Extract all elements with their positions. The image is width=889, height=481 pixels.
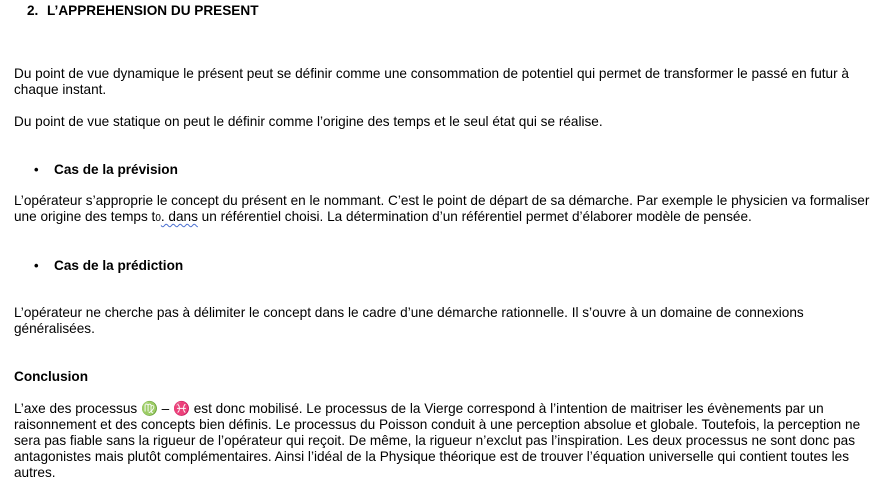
section-title: L’APPREHENSION DU PRESENT: [47, 3, 259, 18]
subscript-zero: 0: [155, 213, 161, 224]
paragraph-prediction: L’opérateur ne cherche pas à délimiter le concept dans le cadre d’une démarche rationnelle. Il s’ouvre à un domaine de connexions généralisées.: [14, 305, 804, 336]
pisces-symbol-icon: ♓: [173, 401, 190, 416]
bullet-prediction-title: Cas de la prédiction: [54, 258, 184, 273]
section-heading: [27, 3, 259, 19]
grammar-flagged-text: . dans: [160, 209, 198, 224]
paragraph-dynamic-view: Du point de vue dynamique le présent peut se définir comme une consommation de potentiel qui permet de transformer le passé en futur à chaque instant.: [14, 66, 849, 97]
conclusion-heading: Conclusion: [14, 369, 89, 384]
bullet-prevision: [34, 162, 178, 178]
bullet-dot: •: [34, 162, 39, 177]
bullet-prevision-title: Cas de la prévision: [54, 162, 178, 177]
bullet-prediction: [34, 258, 183, 274]
paragraph-static-view: Du point de vue statique on peut le définir comme l’origine des temps et le seul état qui se réalise.: [14, 114, 603, 129]
paragraph-prevision: L’opérateur s’approprie le concept du présent en le nommant. C’est le point de départ de sa démarche. Par exemple le physicien va formaliser une origine des temps t0. dans un référentiel choisi. La détermination d’un référentiel permet d’élaborer modèle de pensée.: [14, 193, 870, 224]
section-number: 2.: [27, 3, 39, 18]
paragraph-conclusion: L’axe des processus ♍ – ♓ est donc mobilisé. Le processus de la Vierge correspond à l’intention de maitriser les évènements par un raisonnement et des concepts bien définis. Le processus du Poisson conduit à une perception absolue et globale. Toutefois, la perception ne sera pas fiable sans la rigueur de l’opérateur qui reçoit. De même, la rigueur n’exclut pas l’inspiration. Les deux processus ne sont donc pas antagonistes mais plutôt complémentaires. Ainsi l’idéal de la Physique théorique est de trouver l’équation universelle qui contient toutes les autres.: [14, 401, 861, 480]
virgo-symbol-icon: ♍: [140, 401, 158, 416]
bullet-dot: •: [34, 258, 39, 273]
